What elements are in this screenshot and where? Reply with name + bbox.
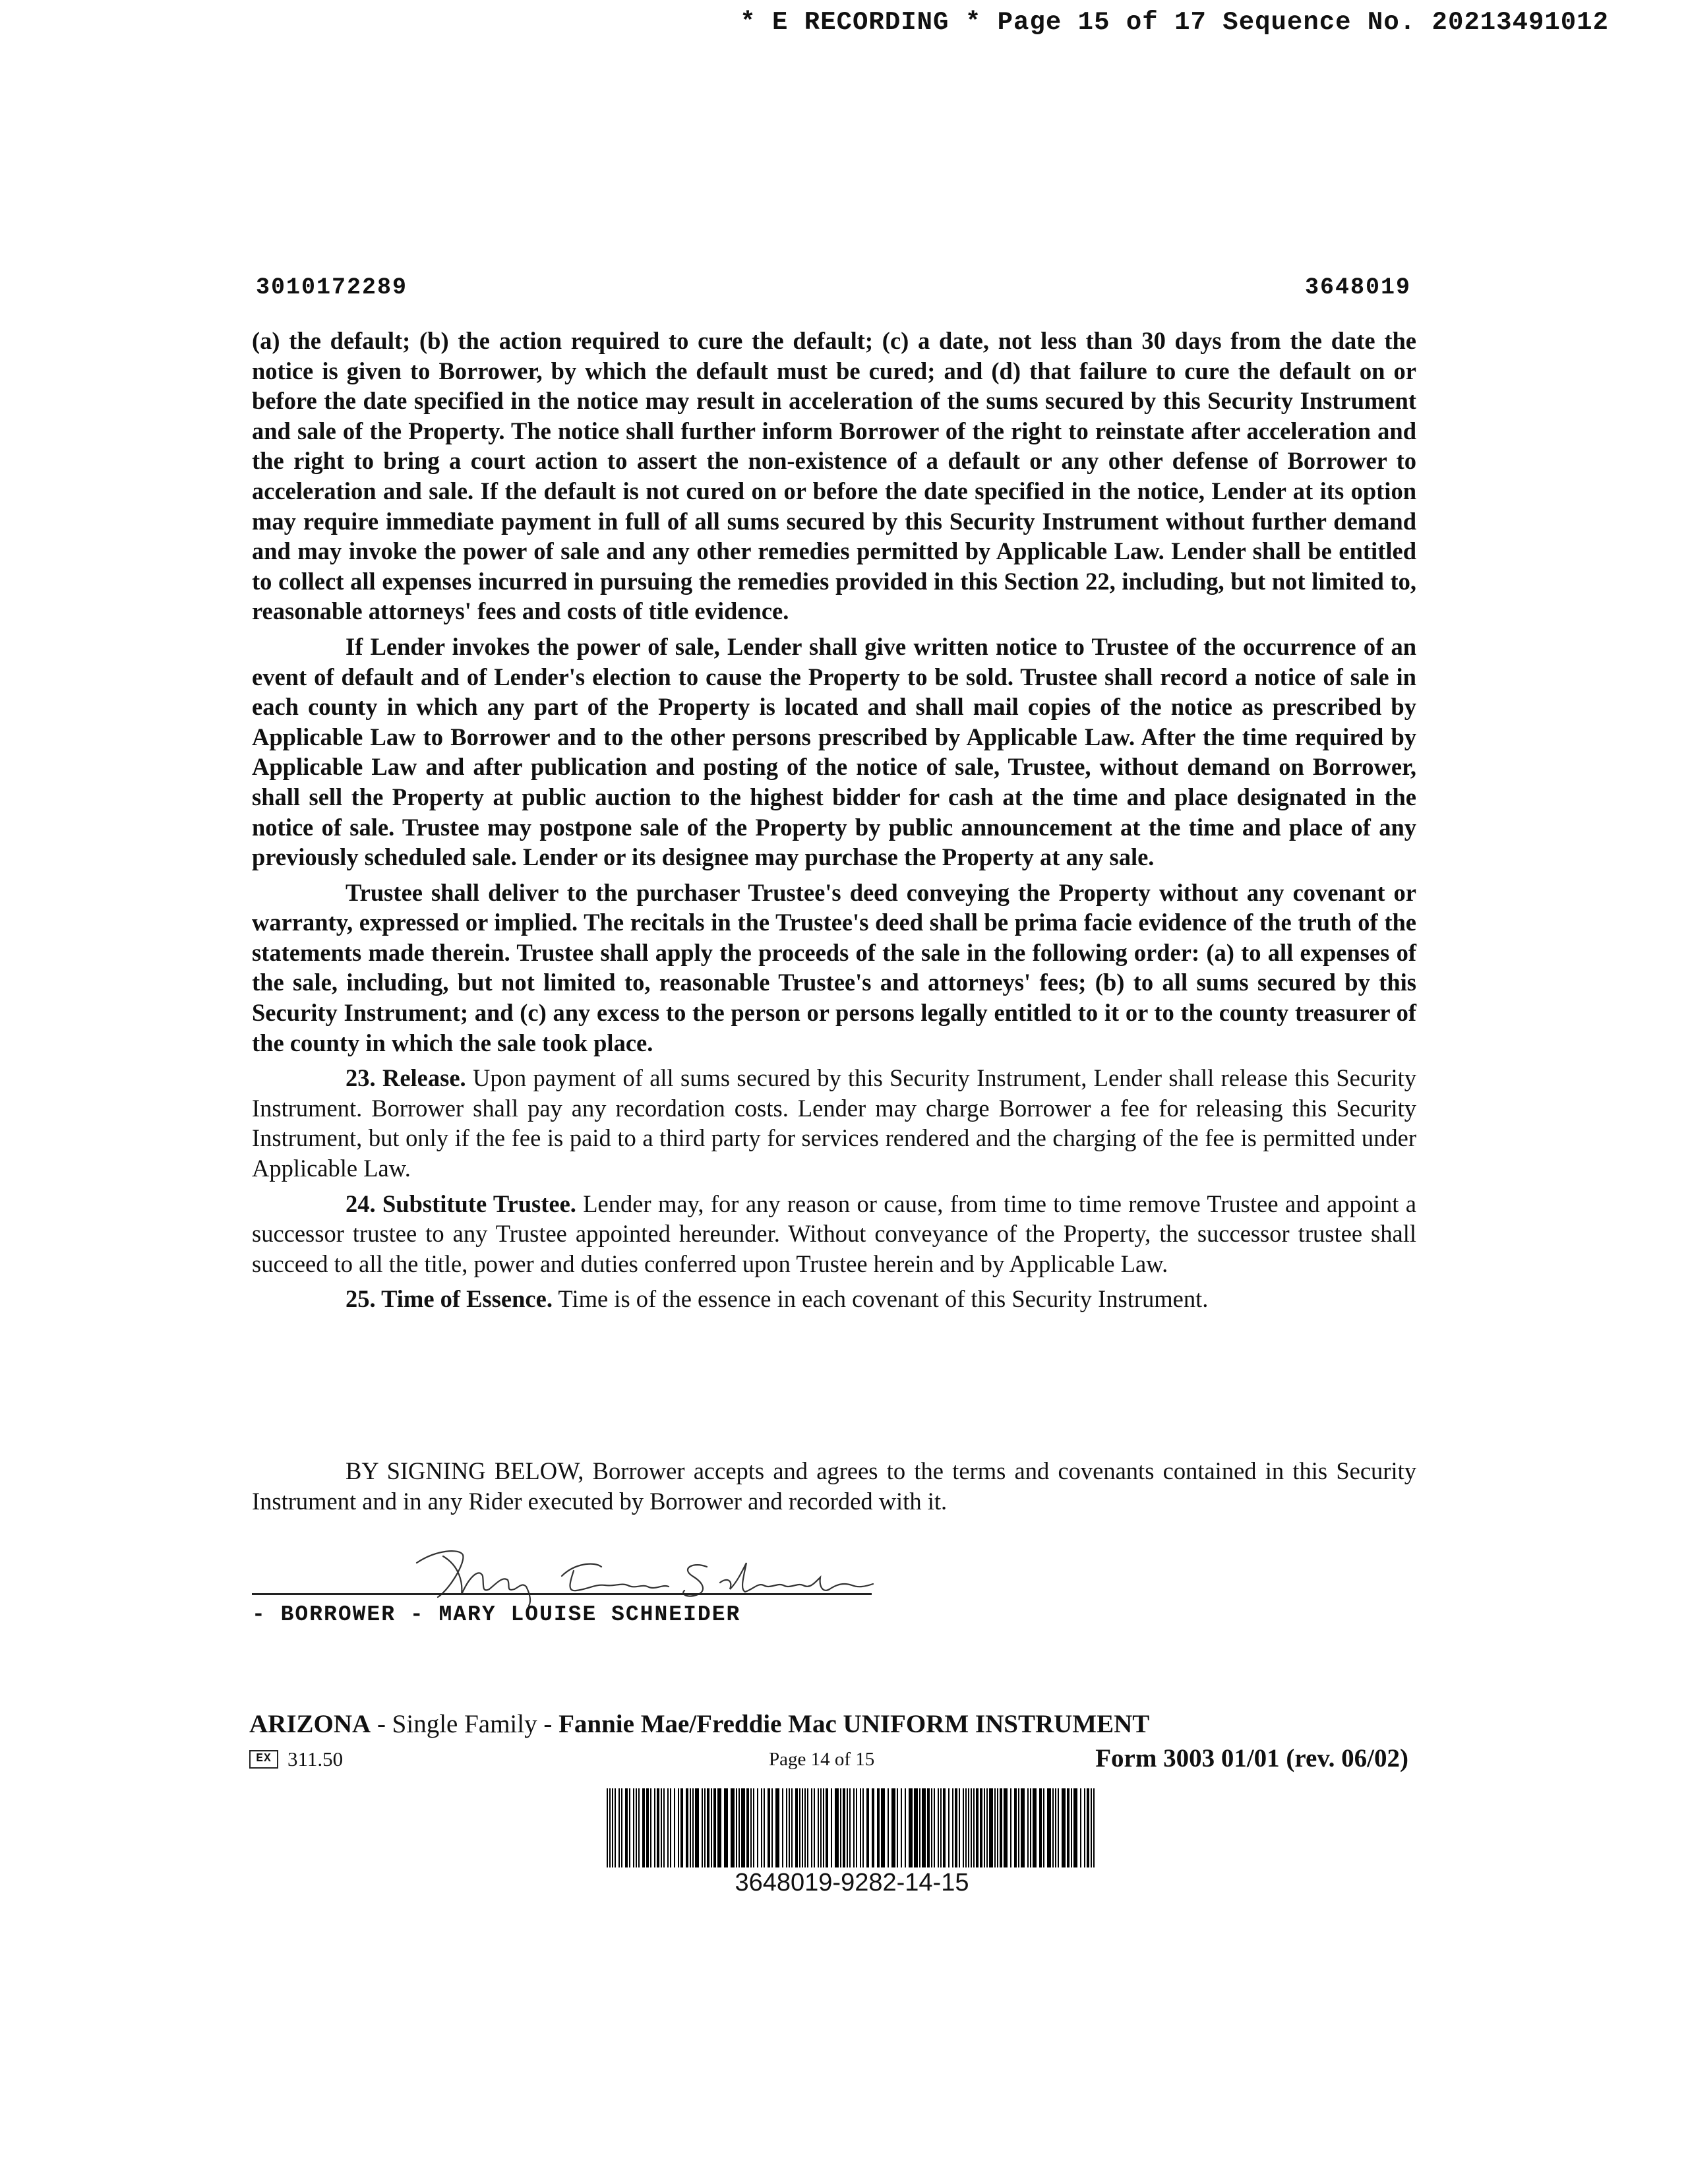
page-number: Page 14 of 15	[769, 1749, 875, 1770]
barcode-bar	[711, 1788, 712, 1867]
barcode-number: 3648019-9282-14-15	[735, 1869, 969, 1896]
barcode-bar	[717, 1788, 721, 1867]
barcode-bar	[1027, 1788, 1029, 1867]
barcode-bar	[959, 1788, 960, 1867]
barcode-bar	[1004, 1788, 1008, 1867]
barcode-bar	[807, 1788, 808, 1867]
barcode-bar	[1091, 1788, 1092, 1867]
section-25-heading: 25. Time of Essence.	[346, 1285, 553, 1313]
barcode-bar	[989, 1788, 993, 1867]
barcode-bar	[976, 1788, 979, 1867]
form-code: 311.50	[287, 1747, 344, 1771]
barcode-bar	[680, 1788, 683, 1867]
loan-number: 3010172289	[256, 274, 408, 301]
barcode-bar	[618, 1788, 620, 1867]
section-23-release	[252, 1063, 1416, 1183]
barcode-bar	[738, 1788, 740, 1867]
barcode-bar	[695, 1788, 699, 1867]
barcode-bar	[938, 1788, 939, 1867]
signature-line	[252, 1593, 872, 1595]
form-uniform-instrument: Fannie Mae/Freddie Mac UNIFORM INSTRUMENT	[558, 1710, 1150, 1738]
barcode-bar	[629, 1788, 630, 1867]
barcode-bar	[994, 1788, 996, 1867]
barcode-bar	[943, 1788, 946, 1867]
barcode-bar	[931, 1788, 932, 1867]
barcode-bar	[881, 1788, 885, 1867]
barcode-bar	[1080, 1788, 1081, 1867]
barcode-bar	[1073, 1788, 1077, 1867]
section-25-time-of-essence	[252, 1284, 1416, 1314]
barcode-bar	[674, 1788, 675, 1867]
barcode-bar	[856, 1788, 857, 1867]
barcode-bar	[625, 1788, 628, 1867]
barcode-bar	[612, 1788, 613, 1867]
barcode-bar	[702, 1788, 703, 1867]
barcode-bar	[860, 1788, 861, 1867]
barcode-bar	[724, 1788, 728, 1867]
section-25-text: Time is of the essence in each covenant of this Security Instrument.	[552, 1285, 1209, 1313]
barcode-bar	[757, 1788, 758, 1867]
barcode-bar	[678, 1788, 679, 1867]
form-state: ARIZONA	[249, 1710, 371, 1738]
barcode-bar	[814, 1788, 815, 1867]
barcode-bar	[811, 1788, 812, 1867]
barcode-bar	[965, 1788, 967, 1867]
barcode-bar	[1052, 1788, 1054, 1867]
barcode-bar	[877, 1788, 880, 1867]
barcode-bar	[1067, 1788, 1070, 1867]
barcode-bar	[909, 1788, 913, 1867]
barcode-bar	[795, 1788, 798, 1867]
barcode-bar	[1058, 1788, 1059, 1867]
barcode-bar	[768, 1788, 770, 1867]
barcode-bar	[753, 1788, 754, 1867]
barcode-bar	[782, 1788, 783, 1867]
barcode-bar	[707, 1788, 709, 1867]
barcode-bar	[667, 1788, 669, 1867]
barcode-bar	[615, 1788, 616, 1867]
barcode-bar	[1021, 1788, 1025, 1867]
barcode-bar	[663, 1788, 665, 1867]
barcode-bar	[891, 1788, 895, 1867]
ex-logo-icon: EX	[249, 1750, 278, 1769]
barcode-bar	[804, 1788, 806, 1867]
barcode-bar	[986, 1788, 988, 1867]
barcode-bar	[955, 1788, 957, 1867]
document-body	[252, 326, 1416, 1320]
barcode-bar	[905, 1788, 906, 1867]
barcode-bar	[934, 1788, 935, 1867]
barcode-bar	[968, 1788, 969, 1867]
barcode-bar	[1033, 1788, 1037, 1867]
barcode-bar	[980, 1788, 982, 1867]
barcode-bar	[1000, 1788, 1002, 1867]
barcode-bar	[789, 1788, 790, 1867]
barcode-bar	[897, 1788, 898, 1867]
barcode-bar	[1093, 1788, 1095, 1867]
barcode-bar	[922, 1788, 926, 1867]
barcode-bar	[826, 1788, 828, 1867]
barcode-bar	[786, 1788, 787, 1867]
barcode-bar	[657, 1788, 659, 1867]
barcode-bar	[799, 1788, 800, 1867]
barcode-bar	[1018, 1788, 1019, 1867]
barcode-bar	[1039, 1788, 1042, 1867]
barcode-bar	[621, 1788, 622, 1867]
barcode-bar	[704, 1788, 706, 1867]
form-type: - Single Family -	[371, 1710, 559, 1738]
min-number: 3648019	[1304, 274, 1411, 301]
barcode-bar	[835, 1788, 839, 1867]
barcode-bar	[636, 1788, 637, 1867]
barcode-bar	[646, 1788, 649, 1867]
paragraph-trustee-deed: Trustee shall deliver to the purchaser Trustee's deed conveying the Property without any covenant or warranty, expressed or implied. The recitals in the Trustee's deed shall be prima facie evidence of the truth of the statements made therein. Trustee shall apply the proceeds of the sale in the following order: (a) to all expenses of the sale, including, but not limited to, reasonable Trustee's and attorneys' fees; (b) to all sums secured by this Security Instrument; and (c) any excess to the person or persons legally entitled to it or to the county treasurer of the county in which the sale took place.	[252, 878, 1416, 1056]
barcode-bar	[1055, 1788, 1056, 1867]
barcode-bar	[746, 1788, 749, 1867]
barcode-bar	[713, 1788, 716, 1867]
barcode-bar	[963, 1788, 964, 1867]
barcode-graphic	[607, 1788, 1097, 1867]
barcode-bar	[901, 1788, 902, 1867]
barcode-bar	[802, 1788, 803, 1867]
barcode-bar	[741, 1788, 745, 1867]
barcode-bar	[642, 1788, 645, 1867]
barcode-bar	[1030, 1788, 1031, 1867]
barcode-bar	[736, 1788, 737, 1867]
barcode-bar	[862, 1788, 864, 1867]
barcode-bar	[761, 1788, 762, 1867]
handwritten-signature	[397, 1536, 911, 1609]
barcode-bar	[775, 1788, 779, 1867]
barcode-bar	[1014, 1788, 1017, 1867]
barcode-bar	[948, 1788, 950, 1867]
form-code-block	[249, 1747, 343, 1771]
barcode-bar	[973, 1788, 975, 1867]
barcode-bar	[1062, 1788, 1066, 1867]
barcode-bar	[791, 1788, 793, 1867]
barcode-bar	[650, 1788, 651, 1867]
barcode-bar	[638, 1788, 640, 1867]
barcode-bar	[764, 1788, 765, 1867]
signing-statement: BY SIGNING BELOW, Borrower accepts and agrees to the terms and covenants contained in this Security Instrument and in any Rider executed by Borrower and recorded with it.	[252, 1457, 1416, 1515]
barcode-bar	[818, 1788, 819, 1867]
barcode-bar	[820, 1788, 822, 1867]
barcode-bar	[840, 1788, 841, 1867]
barcode-bar	[686, 1788, 688, 1867]
section-24-text: Lender may, for any reason or cause, from time to time remove Trustee and appoint a successor trustee to any Trustee appointed hereunder. Without conveyance of the Property, the successor trustee shall succeed to all the title, power and duties conferred upon Trustee herein and by Applicable Law.	[252, 1190, 1416, 1277]
borrower-name-label: - BORROWER - MARY LOUISE SCHNEIDER	[252, 1602, 741, 1627]
barcode-bar	[670, 1788, 671, 1867]
barcode-bar	[952, 1788, 953, 1867]
barcode-bar	[997, 1788, 998, 1867]
barcode-bar	[1047, 1788, 1051, 1867]
barcode-bar	[919, 1788, 920, 1867]
paragraph-power-of-sale: If Lender invokes the power of sale, Lender shall give written notice to Trustee of the occurrence of an event of default and of Lender's election to cause the Property to be sold. Trustee shall record a notice of sale in each county in which any part of the Property is located and shall mail copies of the notice as prescribed by Applicable Law to Borrower and to the other persons prescribed by Applicable Law. After the time required by Applicable Law and after publication and posting of the notice of sale, Trustee, without demand on Borrower, shall sell the Property at public auction to the highest bidder for cash at the time and place designated in the notice of sale. Trustee may postpone sale of the Property by public announcement at the time and place of any previously scheduled sale. Lender or its designee may purchase the Property at any sale.	[252, 632, 1416, 871]
barcode-bar	[607, 1788, 608, 1867]
barcode-bar	[1087, 1788, 1089, 1867]
barcode-bar	[1010, 1788, 1011, 1867]
barcode-bar	[849, 1788, 851, 1867]
barcode-bar	[843, 1788, 845, 1867]
form-number: Form 3003 01/01 (rev. 06/02)	[1095, 1744, 1408, 1773]
section-24-heading: 24. Substitute Trustee.	[346, 1190, 576, 1217]
barcode-bar	[940, 1788, 942, 1867]
barcode-bar	[731, 1788, 735, 1867]
barcode-bar	[914, 1788, 918, 1867]
section-23-heading: 23. Release.	[346, 1064, 466, 1092]
barcode-bar	[661, 1788, 662, 1867]
barcode-bar	[823, 1788, 824, 1867]
barcode-bar	[847, 1788, 848, 1867]
barcode-bar	[984, 1788, 985, 1867]
recording-header: * E RECORDING * Page 15 of 17 Sequence No. 20213491012	[740, 8, 1609, 37]
barcode-bar	[690, 1788, 691, 1867]
barcode-bar	[654, 1788, 655, 1867]
section-23-text: Upon payment of all sums secured by this Security Instrument, Lender shall release this Security Instrument. Borrower shall pay any recordation costs. Lender may charge Borrower a fee for releasing this Security Instrument, but only if the fee is paid to a third party for services rendered and the charging of the fee is permitted under Applicable Law.	[252, 1064, 1416, 1182]
section-24-substitute-trustee	[252, 1189, 1416, 1279]
barcode-bar	[692, 1788, 694, 1867]
paragraph-default-notice: (a) the default; (b) the action required to cure the default; (c) a date, not less than 30 days from the date the notice is given to Borrower, by which the default must be cured; and (d) that failure to cure the default on or before the date specified in the notice may result in acceleration of the sums secured by this Security Instrument and sale of the Property. The notice shall further inform Borrower of the right to reinstate after acceleration and the right to bring a court action to assert the non-existence of a default or any other defense of Borrower to acceleration and sale. If the default is not cured on or before the date specified in the notice, Lender at its option may require immediate payment in full of all sums secured by this Security Instrument without further demand and may invoke the power of sale and any other remedies permitted by Applicable Law. Lender shall be entitled to collect all expenses incurred in pursuing the remedies provided in this Section 22, including, but not limited to, reasonable attorneys' fees and costs of title evidence.	[252, 327, 1416, 625]
form-title	[249, 1709, 1149, 1739]
barcode-bar	[872, 1788, 874, 1867]
barcode-bar	[1043, 1788, 1044, 1867]
barcode-bar	[609, 1788, 611, 1867]
barcode-bar	[1084, 1788, 1085, 1867]
barcode-bar	[853, 1788, 855, 1867]
barcode-bar	[633, 1788, 634, 1867]
barcode-bar	[971, 1788, 972, 1867]
barcode-bar	[1071, 1788, 1072, 1867]
barcode-bar	[771, 1788, 773, 1867]
barcode-bar	[750, 1788, 752, 1867]
barcode-bar	[888, 1788, 889, 1867]
barcode-bar	[831, 1788, 832, 1867]
barcode-bar	[927, 1788, 930, 1867]
barcode-bar	[866, 1788, 869, 1867]
